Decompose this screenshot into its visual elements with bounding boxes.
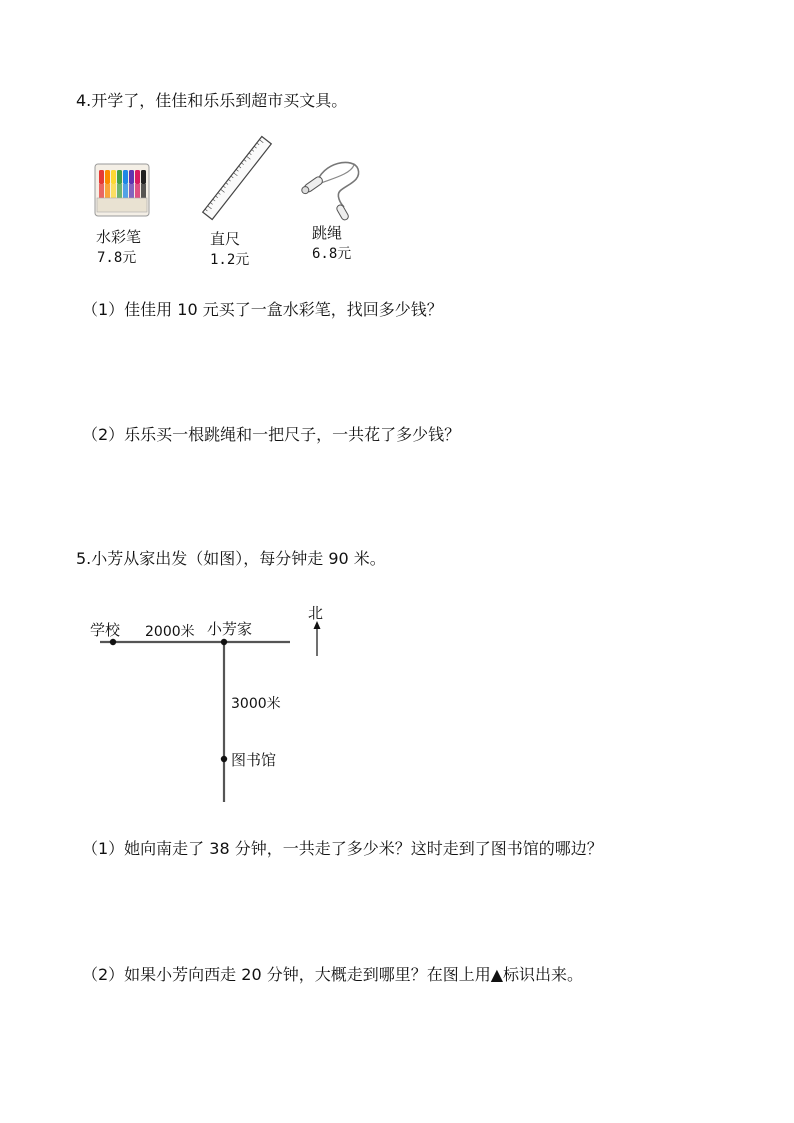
problem-5-title: 5.小芳从家出发（如图），每分钟走 90 米。 — [76, 549, 386, 568]
school-label: 学校 — [90, 621, 121, 639]
library-label: 图书馆 — [231, 751, 277, 769]
problem-5-question-2: （2）如果小芳向西走 20 分钟，大概走到哪里？在图上用▲标识出来。 — [82, 965, 584, 984]
south-distance-label: 3000米 — [231, 696, 281, 712]
item-price-ruler: 1.2元 — [210, 252, 250, 268]
item-price-rope: 6.8元 — [312, 246, 352, 262]
problem-5-question-1: （1）她向南走了 38 分钟，一共走了多少米？这时走到了图书馆的哪边？ — [82, 839, 603, 858]
problem-4-question-1: （1）佳佳用 10 元买了一盒水彩笔，找回多少钱？ — [82, 300, 443, 319]
item-name-ruler: 直尺 — [210, 230, 241, 248]
west-distance-label: 2000米 — [145, 624, 195, 640]
home-point — [221, 639, 227, 645]
home-label: 小芳家 — [207, 620, 253, 638]
item-name-marker: 水彩笔 — [96, 228, 142, 246]
problem-4-title: 4.开学了，佳佳和乐乐到超市买文具。 — [76, 91, 348, 110]
item-name-rope: 跳绳 — [312, 224, 343, 242]
problem-4-question-2: （2）乐乐买一根跳绳和一把尺子，一共花了多少钱？ — [82, 425, 461, 444]
library-point — [221, 756, 227, 762]
north-label: 北 — [308, 604, 324, 622]
item-price-marker: 7.8元 — [97, 250, 137, 266]
